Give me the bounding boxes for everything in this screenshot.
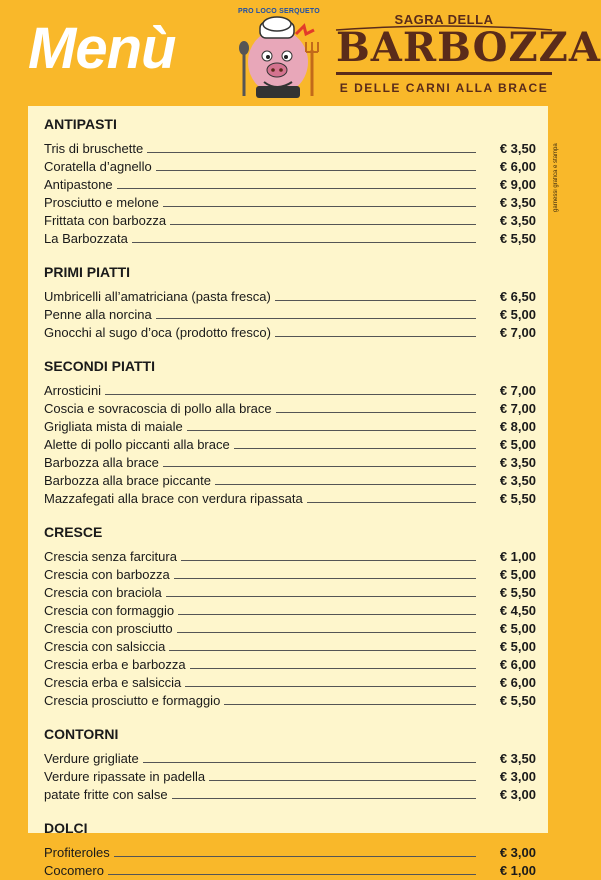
menu-item — [44, 656, 536, 674]
leader-line — [147, 151, 476, 153]
pig-chef-logo-icon — [234, 16, 324, 100]
menu-item-name: Prosciutto e melone — [44, 195, 159, 210]
menu-item-name: Crescia erba e barbozza — [44, 657, 186, 672]
menu-item-price: € 9,00 — [499, 177, 536, 192]
menu-item-price: € 3,00 — [499, 769, 536, 784]
menu-item-name: Profiteroles — [44, 845, 110, 860]
leader-line — [117, 187, 476, 189]
menu-item — [44, 786, 536, 804]
leader-line — [275, 299, 476, 301]
leader-line — [215, 483, 476, 485]
menu-item — [44, 862, 536, 880]
leader-line — [114, 855, 476, 857]
header — [0, 0, 601, 104]
menu-item — [44, 602, 536, 620]
section-gap — [44, 804, 536, 818]
leader-line — [166, 595, 476, 597]
menu-item-name: Crescia con braciola — [44, 585, 162, 600]
menu-item-price: € 8,00 — [499, 419, 536, 434]
menu-item-name: Crescia con barbozza — [44, 567, 170, 582]
menu-item-name: Crescia con prosciutto — [44, 621, 173, 636]
sagra-della-label: SAGRA DELLA — [394, 12, 494, 27]
leader-line — [275, 335, 476, 337]
leader-line — [276, 411, 476, 413]
leader-line — [185, 685, 476, 687]
menu-item-price: € 6,00 — [499, 657, 536, 672]
menu-item-name: Umbricelli all’amatriciana (pasta fresca) — [44, 289, 271, 304]
leader-line — [105, 393, 476, 395]
menu-item-name: Verdure grigliate — [44, 751, 139, 766]
menu-item-name: Alette di pollo piccanti alla brace — [44, 437, 230, 452]
leader-line — [169, 649, 476, 651]
menu-item-name: Mazzafegati alla brace con verdura ripassata — [44, 491, 303, 506]
menu-item-price: € 4,50 — [499, 603, 536, 618]
menu-item — [44, 382, 536, 400]
menu-item — [44, 418, 536, 436]
menu-title: Menù — [28, 16, 176, 81]
leader-line — [174, 577, 476, 579]
menu-item-price: € 5,50 — [499, 231, 536, 246]
menu-item — [44, 324, 536, 342]
menu-item — [44, 288, 536, 306]
menu-item — [44, 454, 536, 472]
menu-item-price: € 5,00 — [499, 639, 536, 654]
menu-item-price: € 3,50 — [499, 141, 536, 156]
menu-item-price: € 3,50 — [499, 473, 536, 488]
menu-item-price: € 1,00 — [499, 863, 536, 878]
menu-item-name: Frittata con barbozza — [44, 213, 167, 228]
menu-item-name: Verdure ripassate in padella — [44, 769, 206, 784]
pro-loco-label: PRO LOCO SERQUETO — [238, 8, 320, 15]
menu-item — [44, 176, 536, 194]
menu-item-price: € 6,00 — [499, 675, 536, 690]
section-title: PRIMI PIATTI — [44, 264, 131, 280]
menu-item-price: € 3,50 — [499, 455, 536, 470]
section-title: CONTORNI — [44, 726, 119, 742]
menu-item-name: Antipastone — [44, 177, 113, 192]
menu-item — [44, 750, 536, 768]
menu-item-name: patate fritte con salse — [44, 787, 168, 802]
menu-item — [44, 230, 536, 248]
sagra-subtitle: E DELLE CARNI ALLA BRACE — [339, 81, 549, 95]
leader-line — [190, 667, 476, 669]
section-gap — [44, 342, 536, 356]
menu-item — [44, 638, 536, 656]
menu-item — [44, 490, 536, 508]
menu-item-name: Coscia e sovracoscia di pollo alla brace — [44, 401, 272, 416]
menu-item-price: € 5,00 — [499, 621, 536, 636]
menu-item — [44, 768, 536, 786]
menu-item-price: € 3,50 — [499, 751, 536, 766]
leader-line — [170, 223, 476, 225]
leader-line — [163, 465, 476, 467]
menu-item — [44, 140, 536, 158]
leader-line — [181, 559, 476, 561]
menu-item-price: € 5,50 — [499, 491, 536, 506]
section-title: DOLCI — [44, 820, 88, 836]
menu-item — [44, 584, 536, 602]
leader-line — [209, 779, 476, 781]
menu-item-name: Tris di bruschette — [44, 141, 144, 156]
menu-item-name: Crescia senza farcitura — [44, 549, 177, 564]
menu-item — [44, 472, 536, 490]
leader-line — [156, 317, 476, 319]
menu-item-name: Coratella d’agnello — [44, 159, 152, 174]
menu-item-price: € 7,00 — [499, 401, 536, 416]
menu-item-name: Crescia con formaggio — [44, 603, 175, 618]
menu-item — [44, 194, 536, 212]
leader-line — [234, 447, 476, 449]
section-gap — [44, 248, 536, 262]
section-gap — [44, 508, 536, 522]
leader-line — [143, 761, 476, 763]
menu-item-price: € 3,00 — [499, 787, 536, 802]
menu-item-price: € 5,00 — [499, 437, 536, 452]
menu-item — [44, 212, 536, 230]
menu-item-price: € 6,50 — [499, 289, 536, 304]
barbozza-wordmark: BARBOZZA — [336, 24, 601, 71]
leader-line — [187, 429, 476, 431]
menu-item — [44, 674, 536, 692]
menu-item-price: € 5,00 — [499, 567, 536, 582]
leader-line — [156, 169, 476, 171]
menu-item-name: Penne alla norcina — [44, 307, 152, 322]
section-title: SECONDI PIATTI — [44, 358, 155, 374]
leader-line — [132, 241, 476, 243]
menu-item — [44, 158, 536, 176]
menu-item — [44, 566, 536, 584]
menu-item-price: € 3,50 — [499, 213, 536, 228]
menu-item-name: La Barbozzata — [44, 231, 128, 246]
printer-credit: garnessi grafica e stampa — [553, 143, 559, 212]
menu-item — [44, 436, 536, 454]
leader-line — [307, 501, 476, 503]
menu-item — [44, 620, 536, 638]
menu-item-price: € 3,00 — [499, 845, 536, 860]
leader-line — [163, 205, 476, 207]
leader-line — [224, 703, 476, 705]
menu-item-price: € 7,00 — [499, 383, 536, 398]
section-title: ANTIPASTI — [44, 116, 117, 132]
section-title: CRESCE — [44, 524, 103, 540]
menu-item-name: Barbozza alla brace piccante — [44, 473, 211, 488]
leader-line — [177, 631, 476, 633]
menu-item — [44, 400, 536, 418]
leader-line — [172, 797, 476, 799]
menu-item-name: Arrosticini — [44, 383, 102, 398]
menu-item — [44, 692, 536, 710]
menu-item-price: € 1,00 — [499, 549, 536, 564]
menu-item-name: Barbozza alla brace — [44, 455, 159, 470]
menu-item — [44, 844, 536, 862]
section-gap — [44, 710, 536, 724]
leader-line — [108, 873, 476, 875]
menu-panel — [28, 106, 548, 878]
menu-item-price: € 5,00 — [499, 307, 536, 322]
menu-item-name: Crescia con salsiccia — [44, 639, 166, 654]
wordmark-underline — [336, 72, 552, 75]
menu-item-name: Grigliata mista di maiale — [44, 419, 183, 434]
menu-item — [44, 548, 536, 566]
menu-item-price: € 7,00 — [499, 325, 536, 340]
menu-item-name: Cocomero — [44, 863, 104, 878]
leader-line — [178, 613, 476, 615]
menu-item — [44, 306, 536, 324]
menu-item-name: Gnocchi al sugo d’oca (prodotto fresco) — [44, 325, 271, 340]
menu-item-price: € 3,50 — [499, 195, 536, 210]
menu-item-price: € 5,50 — [499, 585, 536, 600]
menu-item-name: Crescia erba e salsiccia — [44, 675, 182, 690]
menu-item-price: € 6,00 — [499, 159, 536, 174]
menu-item-price: € 5,50 — [499, 693, 536, 708]
menu-item-name: Crescia prosciutto e formaggio — [44, 693, 221, 708]
